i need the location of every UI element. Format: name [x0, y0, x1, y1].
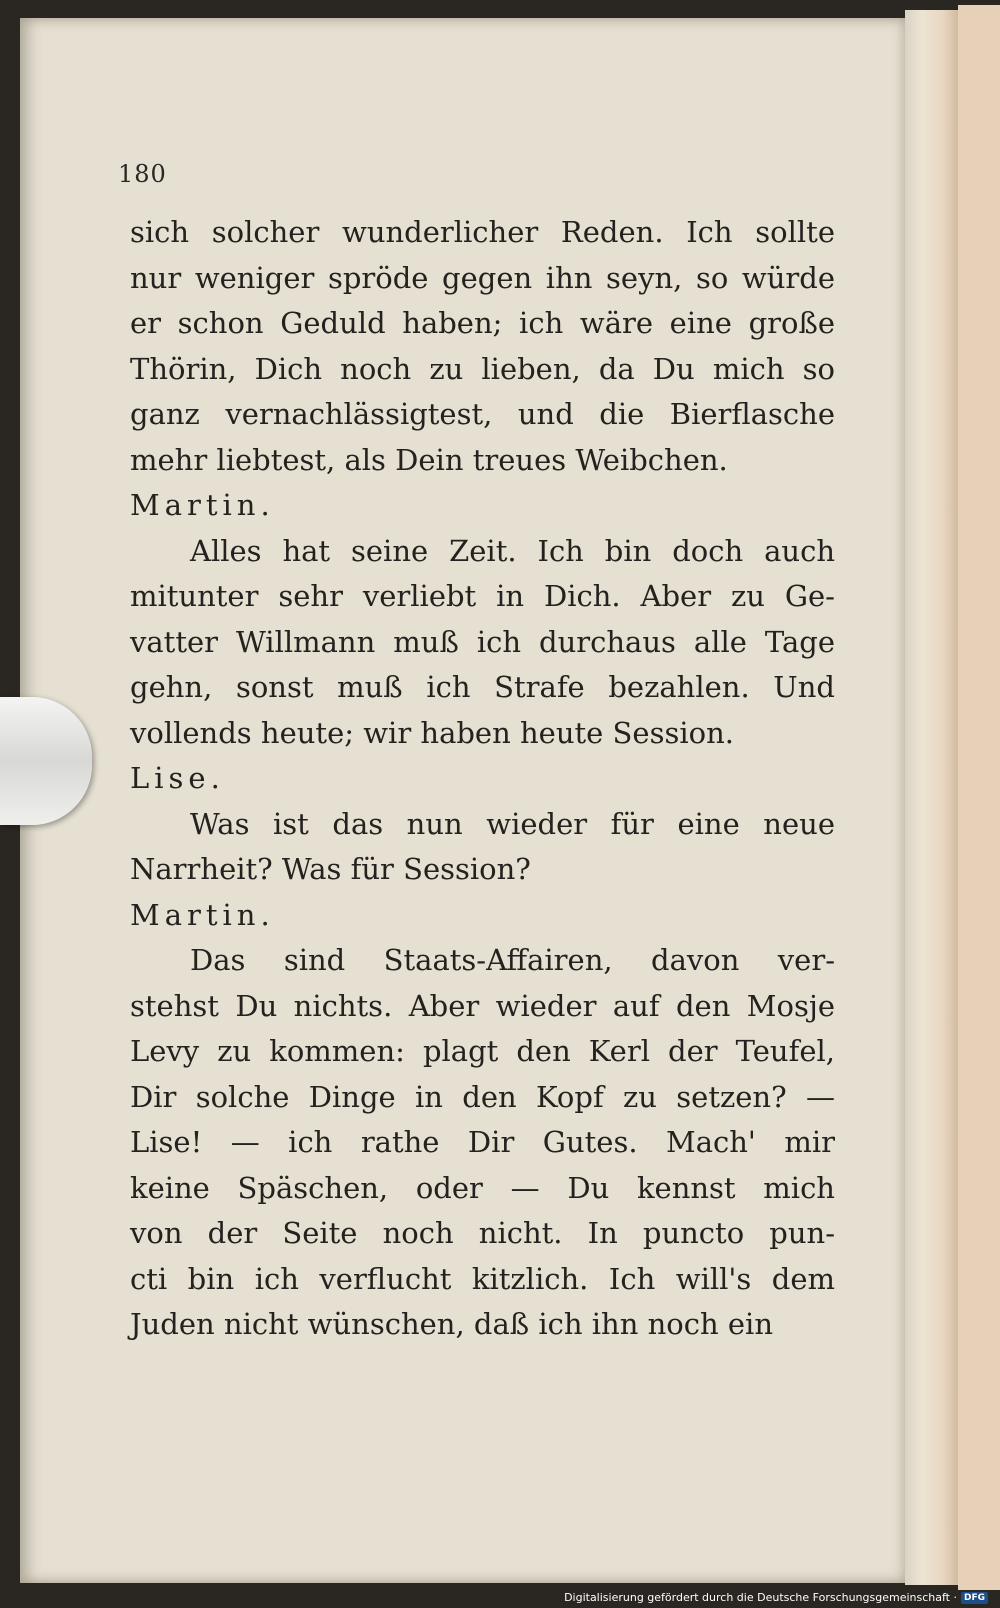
text-line: Lise! — ich rathe Dir Gutes. Mach' mir [130, 1125, 835, 1159]
facing-page-edge [958, 5, 1000, 1590]
text-line: gehn, sonst muß ich Strafe bezahlen. Und [130, 670, 835, 704]
footer [564, 1591, 988, 1604]
text-line: Das sind Staats-Affairen, davon ver- [190, 943, 835, 977]
page-text [130, 210, 835, 1348]
text-line: er schon Geduld haben; ich wäre eine große [130, 306, 835, 340]
text-line: ganz vernachlässigtest, und die Bierflasche [130, 397, 835, 431]
page-edge [905, 10, 960, 1585]
text-line: vollends heute; wir haben heute Session. [130, 715, 734, 750]
speaker-name: Martin. [130, 897, 275, 932]
speaker-name: Lise. [130, 761, 225, 795]
text-line: Alles hat seine Zeit. Ich bin doch auch [190, 533, 835, 568]
footer-credit: Digitalisierung gefördert durch die Deutsche Forschungsgemeinschaft · [564, 1591, 957, 1604]
text-line: Dir solche Dinge in den Kopf zu setzen? — [130, 1079, 835, 1114]
dfg-logo: DFG [961, 1592, 988, 1604]
text-line: Levy zu kommen: plagt den Kerl der Teufel, [130, 1034, 835, 1068]
text-line: Juden nicht wünschen, daß ich ihn noch ein [130, 1307, 774, 1341]
speaker-name: Martin. [130, 488, 275, 522]
text-line: Narrheit? Was für Session? [130, 852, 531, 886]
text-line: mitunter sehr verliebt in Dich. Aber zu Ge- [130, 579, 835, 613]
text-line: keine Späschen, oder — Du kennst mich [130, 1170, 835, 1205]
text-line: mehr liebtest, als Dein treues Weibchen. [130, 442, 728, 477]
text-line: von der Seite noch nicht. In puncto pun- [130, 1216, 835, 1250]
text-line: sich solcher wunderlicher Reden. Ich sollte [130, 215, 835, 249]
text-line: cti bin ich verflucht kitzlich. Ich will's dem [130, 1261, 835, 1296]
text-line: stehst Du nichts. Aber wieder auf den Mosje [130, 988, 835, 1023]
text-line: nur weniger spröde gegen ihn seyn, so würde [130, 260, 835, 295]
text-line: vatter Willmann muß ich durchaus alle Tage [130, 624, 835, 659]
text-line: Thörin, Dich noch zu lieben, da Du mich so [130, 351, 835, 386]
text-line: Was ist das nun wieder für eine neue [190, 806, 835, 841]
page-number: 180 [118, 160, 167, 188]
